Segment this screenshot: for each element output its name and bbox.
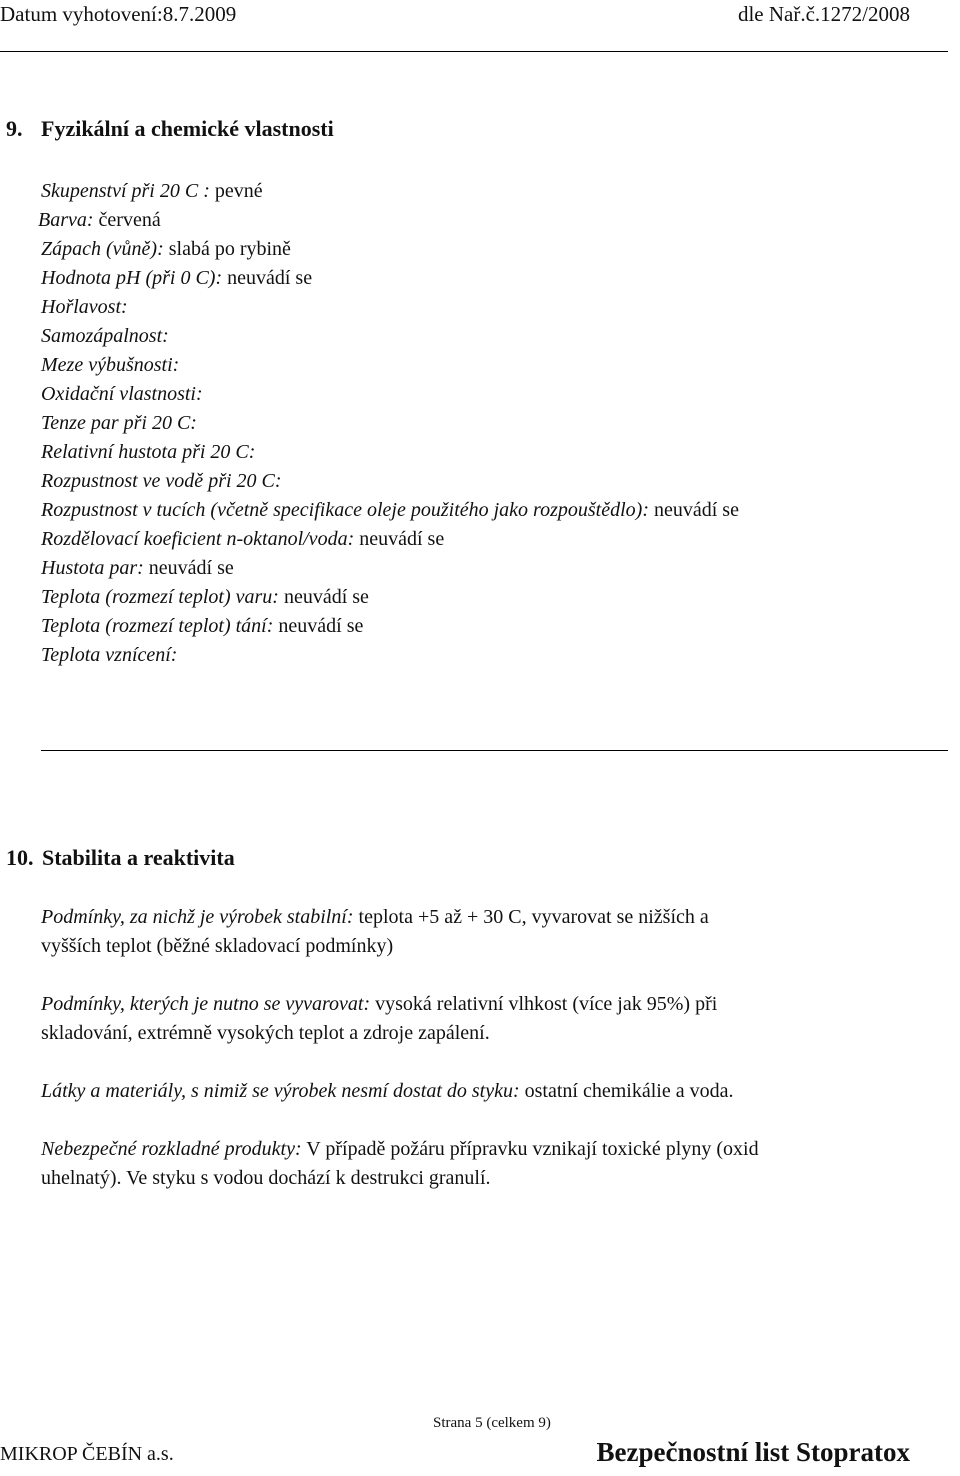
property-label: Meze výbušnosti: (41, 354, 180, 376)
incompatible-materials-value: ostatní chemikálie a voda. (524, 1080, 734, 1102)
decomposition-products (41, 1135, 953, 1193)
property-label: Hodnota pH (při 0 C): (41, 267, 223, 289)
property-row (41, 409, 739, 438)
property-row (41, 525, 739, 554)
avoid-conditions-value: vysoká relativní vlhkost (více jak 95%) při (375, 993, 718, 1015)
property-value: červená (98, 209, 161, 231)
property-row (41, 351, 739, 380)
property-label: Teplota vznícení: (41, 644, 178, 666)
property-row (41, 264, 739, 293)
stability-conditions-continued: vyšších teplot (běžné skladovací podmínky) (41, 935, 394, 957)
property-value: neuvádí se (227, 267, 313, 289)
property-label: Rozpustnost v tucích (včetně specifikace oleje použitého jako rozpouštědlo): (41, 499, 649, 521)
property-row (41, 612, 739, 641)
property-row (41, 293, 739, 322)
property-value: neuvádí se (653, 499, 739, 521)
property-row (41, 467, 739, 496)
stability-conditions-value: teplota +5 až + 30 C, vyvarovat se nižších a (358, 906, 709, 928)
property-row (41, 438, 739, 467)
avoid-conditions-label: Podmínky, kterých je nutno se vyvarovat: (41, 993, 371, 1015)
avoid-conditions-continued: skladování, extrémně vysokých teplot a zdroje zapálení. (41, 1022, 490, 1044)
property-label: Rozdělovací koeficient n-oktanol/voda: (41, 528, 355, 550)
property-row (38, 206, 739, 235)
property-row (41, 496, 739, 525)
section-9-number: 9. (6, 116, 23, 141)
property-row (41, 583, 739, 612)
decomposition-products-continued: uhelnatý). Ve styku s vodou dochází k destrukci granulí. (41, 1167, 491, 1189)
property-row (41, 322, 739, 351)
property-label: Skupenství při 20 C : (41, 180, 210, 202)
property-value: slabá po rybině (168, 238, 291, 260)
property-row (41, 641, 739, 670)
stability-conditions (41, 903, 953, 961)
property-label: Tenze par při 20 C: (41, 412, 197, 434)
properties-list (38, 177, 739, 670)
section-9-heading (6, 116, 334, 142)
stability-conditions-label: Podmínky, za nichž je výrobek stabilní: (41, 906, 354, 928)
property-label: Samozápalnost: (41, 325, 169, 347)
property-value: neuvádí se (359, 528, 445, 550)
property-label: Rozpustnost ve vodě při 20 C: (41, 470, 282, 492)
property-value: pevné (214, 180, 263, 202)
incompatible-materials (41, 1077, 953, 1106)
property-label: Barva: (38, 209, 94, 231)
property-label: Teplota (rozmezí teplot) varu: (41, 586, 279, 608)
property-row (41, 554, 739, 583)
property-value: neuvádí se (283, 586, 369, 608)
section-10-heading (6, 845, 235, 871)
property-label: Relativní hustota při 20 C: (41, 441, 256, 463)
decomposition-products-value: V případě požáru přípravku vznikají toxické plyny (oxid (306, 1138, 759, 1160)
incompatible-materials-label: Látky a materiály, s nimiž se výrobek nesmí dostat do styku: (41, 1080, 520, 1102)
property-label: Oxidační vlastnosti: (41, 383, 203, 405)
avoid-conditions (41, 990, 953, 1048)
footer-page-number: Strana 5 (celkem 9) (433, 1415, 551, 1431)
section-10-number: 10. (6, 845, 34, 870)
property-label: Zápach (vůně): (41, 238, 164, 260)
property-value: neuvádí se (278, 615, 364, 637)
section-9-title: Fyzikální a chemické vlastnosti (41, 116, 334, 141)
footer-company: MIKROP ČEBÍN a.s. (0, 1443, 174, 1465)
header-date: Datum vyhotovení:8.7.2009 (0, 2, 237, 26)
property-row (41, 177, 739, 206)
property-value: neuvádí se (148, 557, 234, 579)
header-regulation: dle Nař.č.1272/2008 (737, 2, 910, 26)
footer-document-title: Bezpečnostní list Stopratox (596, 1437, 910, 1467)
property-label: Teplota (rozmezí teplot) tání: (41, 615, 274, 637)
section-divider (41, 750, 948, 751)
property-label: Hustota par: (41, 557, 144, 579)
property-label: Hořlavost: (41, 296, 128, 318)
property-row (41, 235, 739, 264)
decomposition-products-label: Nebezpečné rozkladné produkty: (41, 1138, 302, 1160)
property-row (41, 380, 739, 409)
header-divider (0, 51, 948, 52)
section-10-title: Stabilita a reaktivita (42, 845, 235, 870)
